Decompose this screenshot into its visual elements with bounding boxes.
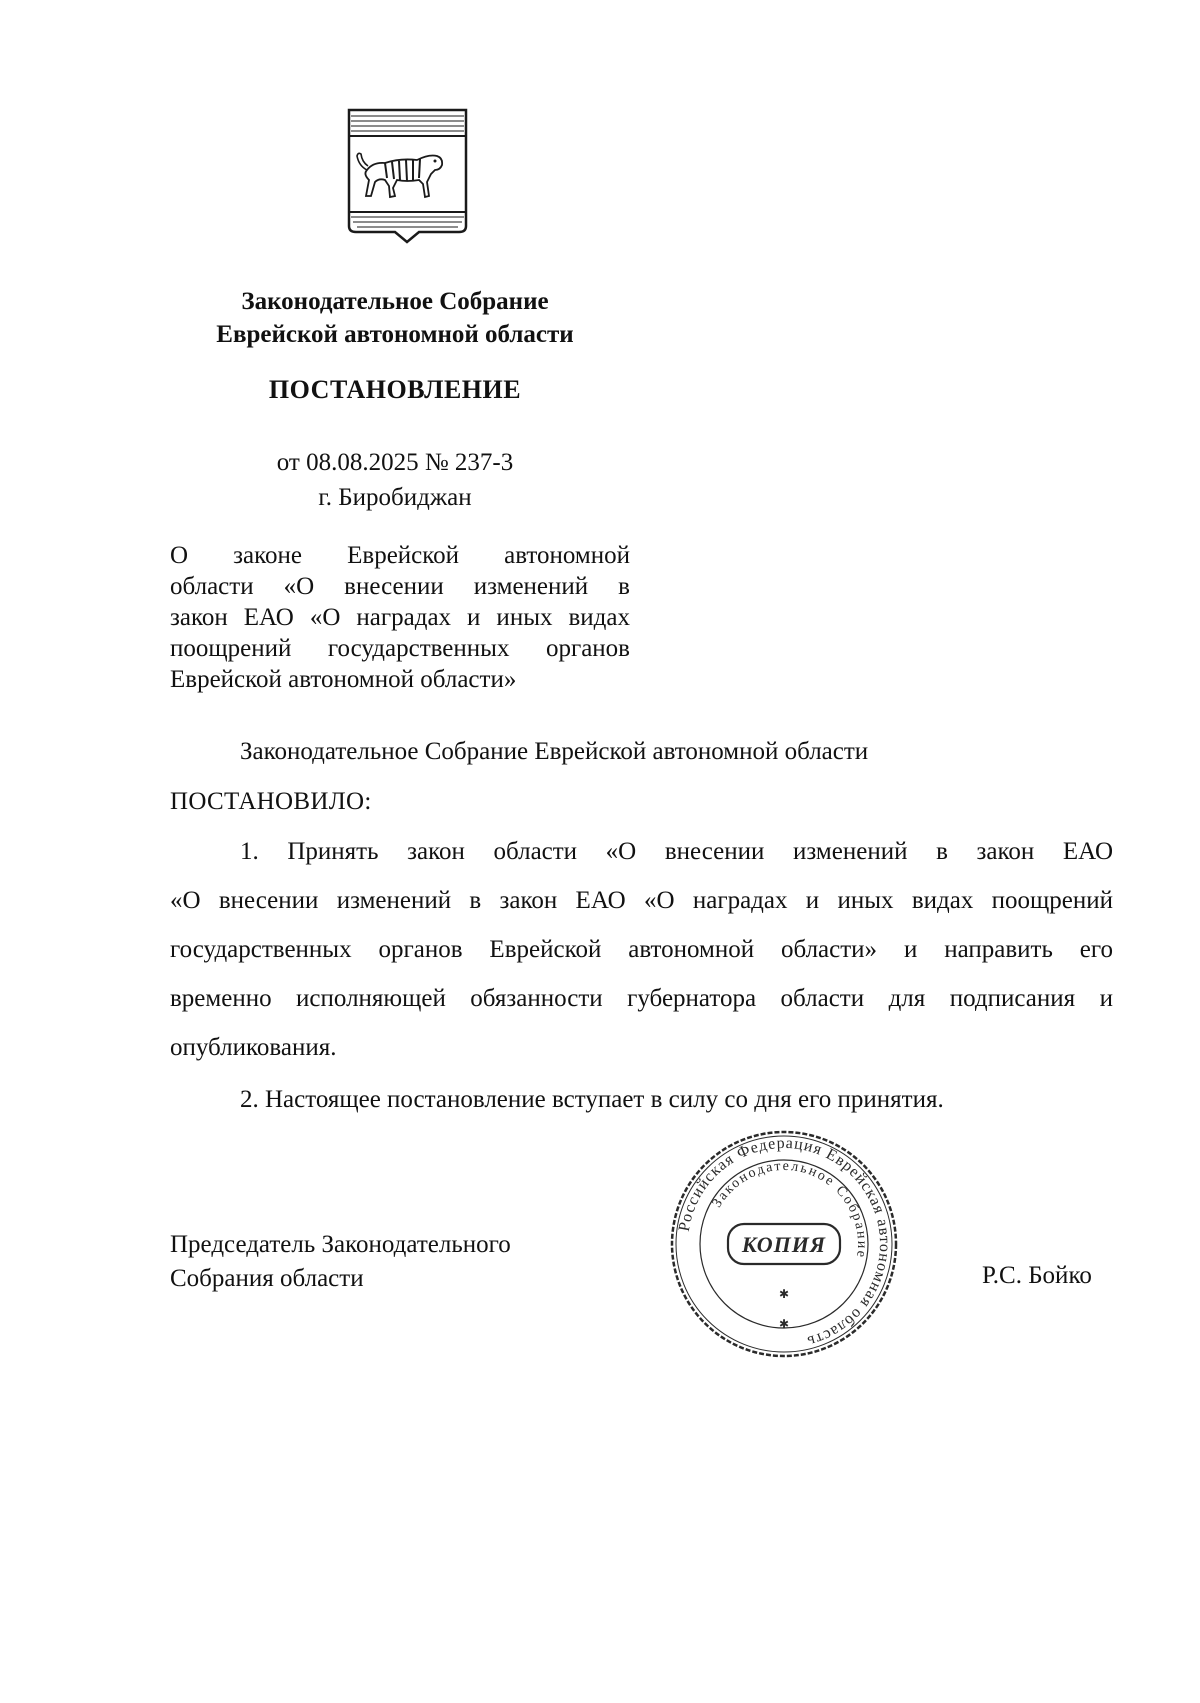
seal-center-text: КОПИЯ [741, 1232, 827, 1257]
document-date-block [170, 445, 620, 515]
document-type-heading: ПОСТАНОВЛЕНИЕ [268, 375, 522, 404]
item-line: 1. Принять закон области «О внесении изменений в закон ЕАО [240, 838, 1113, 865]
official-seal-stamp [668, 1128, 900, 1360]
signatory-title-line2: Собрания области [170, 1265, 364, 1292]
signatory-name: Р.С. Бойко [982, 1262, 1092, 1289]
signatory-title [170, 1228, 511, 1296]
organization-name [170, 285, 620, 351]
seal-outer-text: Российская Федерация Еврейская автономная область [675, 1134, 894, 1351]
subject-line: области «О внесении изменений в [170, 573, 630, 600]
subject-line: О законе Еврейской автономной [170, 542, 630, 569]
resolution-item-2 [170, 1075, 1113, 1124]
seal-inner-text: Законодательное Собрание [709, 1158, 870, 1260]
resolution-intro: Законодательное Собрание Еврейской автономной области [240, 738, 869, 765]
document-city: г. Биробиджан [318, 484, 472, 511]
organization-name-line2: Еврейской автономной области [216, 321, 574, 348]
resolution-item-1 [170, 827, 1113, 1072]
document-subject [170, 540, 630, 695]
resolution-decided: ПОСТАНОВИЛО: [170, 788, 372, 815]
subject-line: закон ЕАО «О наградах и иных видах [170, 604, 630, 631]
organization-name-line1: Законодательное Собрание [241, 288, 549, 315]
tiger-icon [357, 153, 442, 197]
document-date-number: от 08.08.2025 № 237-3 [276, 449, 514, 476]
item-line: 2. Настоящее постановление вступает в силу со дня его принятия. [240, 1086, 944, 1113]
signatory-title-line1: Председатель Законодательного [170, 1231, 511, 1258]
item-line: опубликования. [170, 1034, 337, 1061]
subject-line: Еврейской автономной области» [170, 666, 517, 693]
item-line: временно исполняющей обязанности губернатора области для подписания и [170, 985, 1113, 1012]
item-line: государственных органов Еврейской автономной области» и направить его [170, 936, 1113, 963]
item-line: «О внесении изменений в закон ЕАО «О наградах и иных видах поощрений [170, 887, 1113, 914]
seal-star-icon: ✱ [778, 1287, 790, 1301]
subject-line: поощрений государственных органов [170, 635, 630, 662]
seal-star-icon: ✱ [778, 1317, 790, 1331]
coat-of-arms-icon [345, 108, 470, 248]
